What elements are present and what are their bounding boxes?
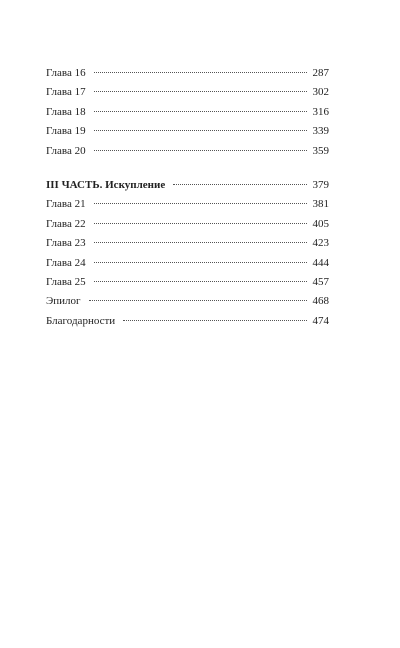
toc-part-heading[interactable] [46, 176, 329, 195]
toc-entry[interactable] [46, 234, 329, 253]
toc-entry-page: 287 [312, 67, 329, 79]
table-of-contents [46, 64, 329, 331]
toc-entry-title: Глава 19 [46, 125, 86, 138]
dot-leader [94, 262, 307, 263]
toc-entry-title: Глава 25 [46, 275, 86, 288]
toc-entry-page: 444 [312, 256, 329, 269]
toc-entry[interactable] [46, 122, 329, 141]
dot-leader [94, 72, 307, 73]
toc-group-part-3 [46, 176, 329, 331]
toc-entry-title: Глава 17 [46, 86, 86, 99]
toc-part-title [46, 176, 165, 195]
toc-entry-title: Эпилог [46, 295, 81, 308]
part-name: Искупление [105, 178, 166, 191]
toc-entry-title: Глава 18 [46, 105, 86, 118]
toc-entry-page: 359 [312, 144, 329, 157]
toc-entry-page: 316 [312, 105, 329, 118]
toc-entry[interactable] [46, 103, 329, 122]
dot-leader [94, 281, 307, 282]
toc-entry-page: 302 [312, 86, 329, 99]
toc-entry[interactable] [46, 254, 329, 273]
toc-entry[interactable] [46, 142, 329, 161]
dot-leader [94, 111, 307, 112]
toc-entry[interactable] [46, 292, 329, 311]
toc-entry-title: Глава 20 [46, 144, 86, 157]
dot-leader [94, 91, 307, 92]
toc-entry[interactable] [46, 312, 329, 331]
dot-leader [94, 242, 307, 243]
dot-leader [89, 300, 307, 301]
toc-entry[interactable] [46, 64, 329, 83]
part-number: III ЧАСТЬ. [46, 178, 103, 191]
toc-entry-title: Глава 21 [46, 198, 86, 211]
toc-entry-title: Глава 22 [46, 217, 86, 230]
toc-entry-title: Благодарности [46, 314, 116, 327]
toc-entry[interactable] [46, 215, 329, 234]
toc-entry-page: 405 [312, 217, 329, 230]
toc-entry[interactable] [46, 273, 329, 292]
toc-entry[interactable] [46, 195, 329, 214]
dot-leader [94, 130, 307, 131]
toc-entry[interactable] [46, 83, 329, 102]
dot-leader [123, 320, 306, 321]
toc-entry-title: Глава 16 [46, 67, 86, 79]
toc-entry-page: 379 [312, 178, 329, 191]
toc-entry-page: 339 [312, 125, 329, 138]
dot-leader [94, 150, 307, 151]
dot-leader [173, 184, 306, 185]
toc-entry-title: Глава 24 [46, 256, 86, 269]
toc-entry-page: 457 [312, 275, 329, 288]
toc-entry-page: 381 [312, 198, 329, 211]
toc-group-part-2-chapters [46, 64, 329, 161]
toc-entry-page: 468 [312, 295, 329, 308]
toc-entry-page: 474 [312, 314, 329, 327]
toc-entry-page: 423 [312, 237, 329, 250]
toc-entry-title: Глава 23 [46, 237, 86, 250]
dot-leader [94, 203, 307, 204]
dot-leader [94, 223, 307, 224]
